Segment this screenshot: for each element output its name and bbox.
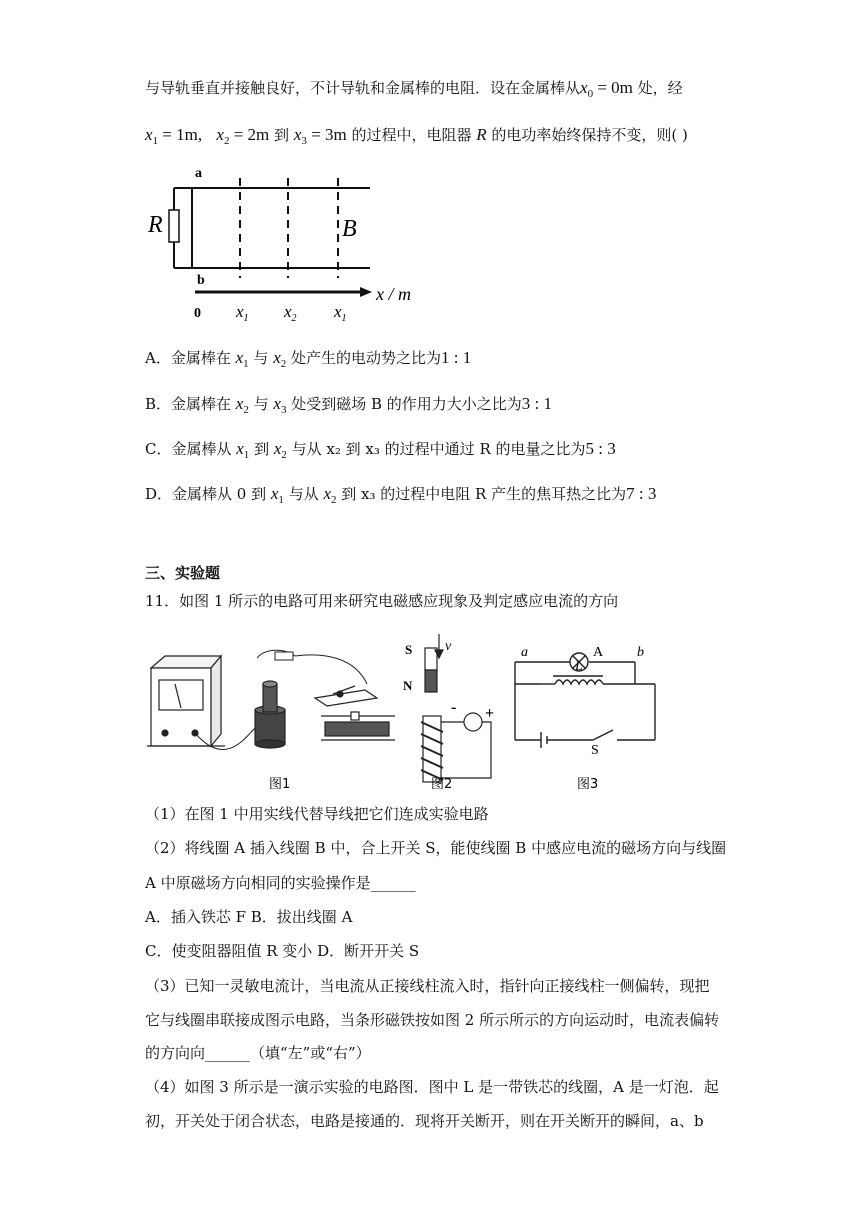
var-x3: $x_3$ — [293, 125, 307, 147]
galvanometer — [147, 656, 225, 746]
rheostat — [321, 712, 395, 740]
label-a-fig3: a — [521, 645, 528, 660]
x0-value: = 0m — [593, 78, 633, 97]
axis-origin: 0 — [194, 306, 201, 321]
subquestion-4-line-1: （4）如图 3 所示是一演示实验的电路图．图中 L 是一带铁芯的线圈，A 是一灯泡．起 — [145, 1078, 719, 1096]
subquestion-3-line-3: 的方向向______（填“左”或“右”） — [145, 1044, 371, 1062]
label-v: v — [445, 639, 452, 654]
subquestion-3-line-2: 它与线圈串联接成图示电路，当条形磁铁按如图 2 所示所示的方向运动时，电流表偏转 — [145, 1011, 720, 1029]
resistor — [169, 210, 179, 242]
tick-x3: $x_1$ — [334, 302, 347, 324]
section-title: 三、实验题 — [145, 564, 221, 582]
label-A-lamp: A — [593, 645, 604, 660]
label-minus: - — [451, 699, 457, 716]
var-R: R — [476, 125, 487, 144]
intro-text-1-end: 处，经 — [632, 79, 683, 97]
label-L: L — [575, 659, 583, 674]
label-n: N — [403, 678, 413, 693]
x2-value: = 2m — [229, 125, 270, 144]
fig1-label: 图1 — [269, 777, 291, 792]
tick-x2: $x_2$ — [284, 302, 297, 324]
var-x0: $x_0$ — [580, 78, 594, 100]
question-11: 11．如图 1 所示的电路可用来研究电磁感应现象及判定感应电流的方向 — [145, 592, 619, 610]
label-B: B — [342, 216, 357, 242]
subquestion-1: （1）在图 1 中用实线代替导线把它们连成实验电路 — [145, 805, 489, 823]
label-b: b — [197, 273, 205, 288]
experiment-figures — [145, 628, 675, 798]
label-b-fig3: b — [637, 645, 644, 660]
intro-text-2: 的过程中，电阻器 — [346, 126, 477, 144]
circuit-figure — [515, 662, 655, 748]
tick-x1: $x_1$ — [236, 302, 249, 324]
coil-b — [255, 681, 285, 748]
intro-line-1 — [145, 78, 683, 104]
label-R: R — [148, 212, 163, 238]
option-a: A．金属棒在 $x_1$ 与 $x_2$ 处产生的电动势之比为1 : 1 — [145, 348, 472, 370]
label-plus: + — [485, 705, 495, 722]
intro-to: 到 — [269, 126, 294, 144]
switch — [315, 686, 377, 706]
intro-text-1: 与导轨垂直并接触良好，不计导轨和金属棒的电阻．设在金属棒从 — [145, 79, 581, 97]
axis-label: x / m — [376, 284, 411, 304]
intro-text-2-end: 的电功率始终保持不变，则( ) — [486, 126, 688, 144]
x3-value: = 3m — [306, 125, 347, 144]
fig2-label: 图2 — [431, 777, 453, 792]
label-s: S — [405, 642, 413, 657]
subquestion-2-line-1: （2）将线圈 A 插入线圈 B 中，合上开关 S，能使线圈 B 中感应电流的磁场方向与线圈 — [145, 839, 727, 857]
intro-line-2 — [145, 125, 688, 151]
subquestion-4-line-2: 初，开关处于闭合状态，电路是接通的．现将开关断开，则在开关断开的瞬间，a、b — [145, 1112, 704, 1130]
fig3-label: 图3 — [577, 777, 599, 792]
subquestion-3-line-1: （3）已知一灵敏电流计，当电流从正接线柱流入时，指针向正接线柱一侧偏转，现把 — [145, 977, 710, 995]
rail-diagram — [140, 160, 440, 330]
subquestion-2-line-2: A 中原磁场方向相同的实验操作是______ — [145, 874, 416, 892]
x1-value: = 1m, — [158, 125, 203, 144]
label-a: a — [195, 166, 202, 181]
subquestion-2-options-2: C．使变阻器阻值 R 变小 D．断开开关 S — [145, 942, 420, 960]
option-b: B．金属棒在 $x_2$ 与 $x_3$ 处受到磁场 B 的作用力大小之比为3 : 1 — [145, 394, 553, 416]
option-d: D．金属棒从 0 到 $x_1$ 与从 $x_2$ 到 x₃ 的过程中电阻 R 产生的焦耳热之比为7 : 3 — [145, 484, 657, 506]
subquestion-2-options-1: A．插入铁芯 F B．拔出线圈 A — [145, 908, 353, 926]
label-S: S — [591, 743, 599, 758]
var-x2: $x_2$ — [216, 125, 230, 147]
option-c: C．金属棒从 $x_1$ 到 $x_2$ 与从 x₂ 到 x₃ 的过程中通过 R 的电量之比为5 : 3 — [145, 439, 616, 461]
var-x1: $x_1$ — [145, 125, 159, 147]
